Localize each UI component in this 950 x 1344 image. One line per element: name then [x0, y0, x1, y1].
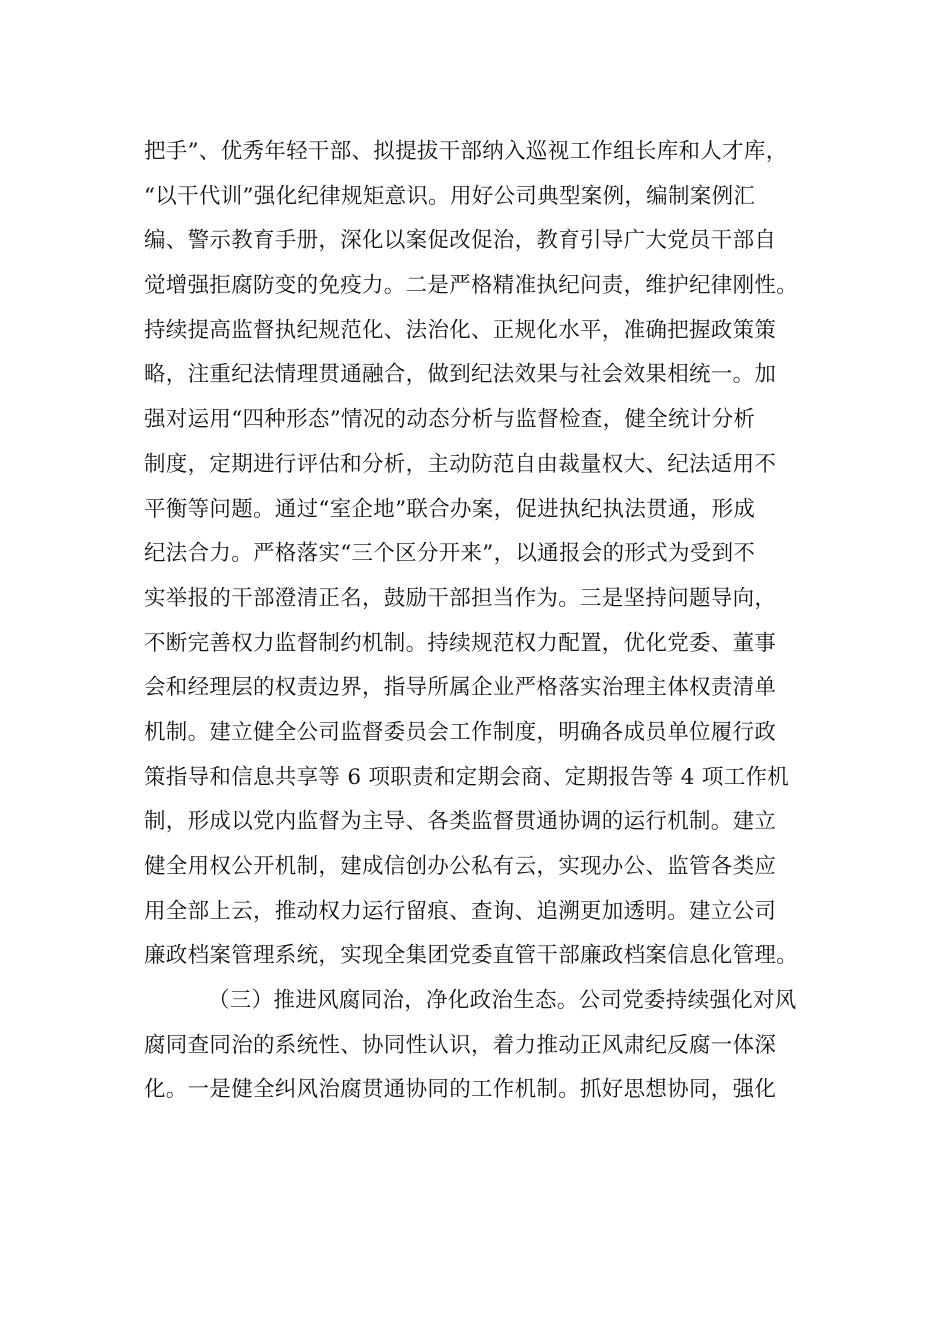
text-line: 制，形成以党内监督为主导、各类监督贯通协调的运行机制。建立: [144, 809, 777, 835]
text-line: 化。一是健全纠风治腐贯通协同的工作机制。抓好思想协同，强化: [144, 1077, 777, 1103]
text-line: 策指导和信息共享等 6 项职责和定期会商、定期报告等 4 项工作机: [144, 764, 790, 790]
text-line: 廉政档案管理系统，实现全集团党委直管干部廉政档案信息化管理。: [144, 943, 799, 969]
text-line: 纪法合力。严格落实“三个区分开来”，以通报会的形式为受到不: [144, 541, 756, 567]
text-line: 平衡等问题。通过“室企地”联合办案，促进执纪执法贯通，形成: [144, 496, 756, 522]
text-line: 健全用权公开机制，建成信创办公私有云，实现办公、监管各类应: [144, 854, 777, 879]
text-line: 用全部上云，推动权力运行留痕、查询、追溯更加透明。建立公司: [144, 898, 777, 924]
text-line: “以干代训”强化纪律规矩意识。用好公司典型案例，编制案例汇: [144, 183, 756, 209]
text-line: 腐同查同治的系统性、协同性认识，着力推动正风肃纪反腐一体深: [144, 1032, 777, 1058]
text-line: 编、警示教育手册，深化以案促改促治，教育引导广大党员干部自: [144, 228, 777, 254]
text-line: 持续提高监督执纪规范化、法治化、正规化水平，准确把握政策策: [144, 317, 777, 343]
section-heading-line: （三）推进风腐同治，净化政治生态。公司党委持续强化对风: [208, 988, 797, 1014]
text-line: 觉增强拒腐防变的免疫力。二是严格精准执纪问责，维护纪律刚性。: [144, 273, 799, 299]
text-line: 机制。建立健全公司监督委员会工作制度，明确各成员单位履行政: [144, 719, 777, 745]
text-line: 略，注重纪法情理贯通融合，做到纪法效果与社会效果相统一。加: [144, 362, 777, 388]
text-line: 强对运用“四种形态”情况的动态分析与监督检查，健全统计分析: [144, 407, 756, 433]
text-line: 把手”、优秀年轻干部、拟提拔干部纳入巡视工作组长库和人才库，: [144, 139, 788, 164]
text-line: 实举报的干部澄清正名，鼓励干部担当作为。三是坚持问题导向，: [144, 585, 777, 611]
text-line: 会和经理层的权责边界，指导所属企业严格落实治理主体权责清单: [144, 675, 777, 701]
text-line: 不断完善权力监督制约机制。持续规范权力配置，优化党委、董事: [144, 630, 777, 656]
text-line: 制度，定期进行评估和分析，主动防范自由裁量权大、纪法适用不: [144, 451, 777, 477]
body-text: [144, 130, 824, 1113]
